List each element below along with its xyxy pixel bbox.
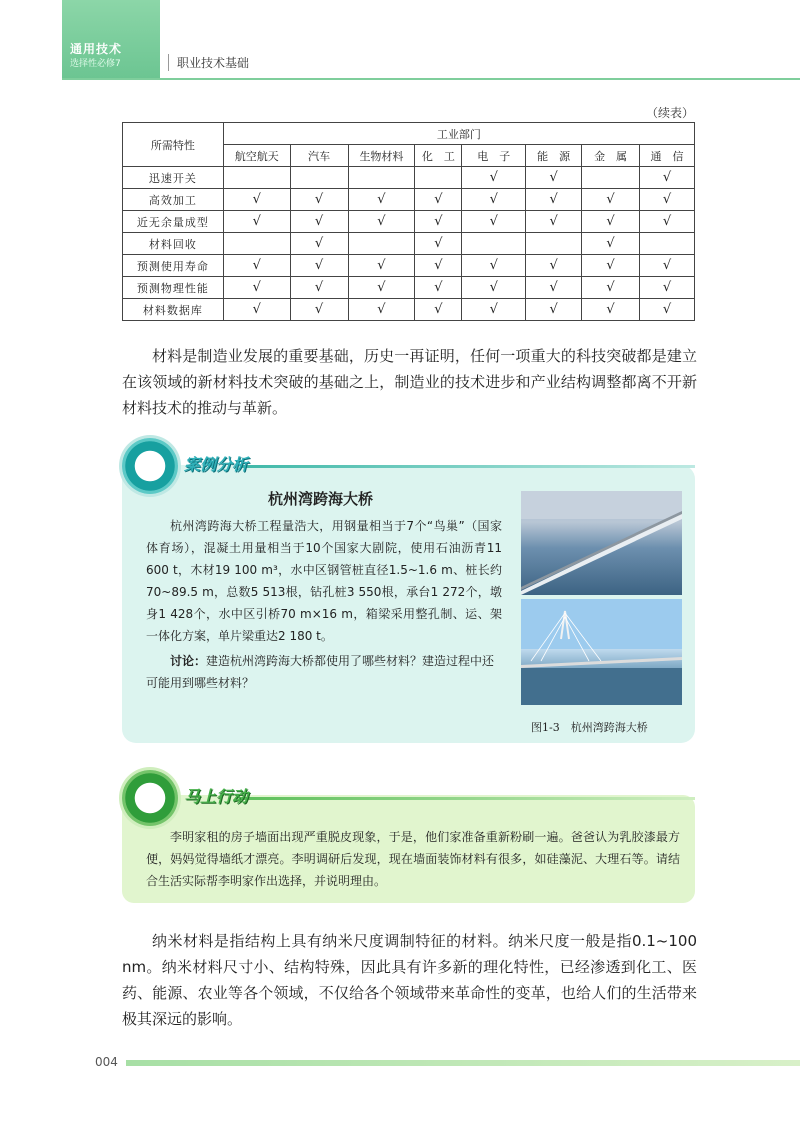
row-header: 材料数据库 <box>123 299 224 321</box>
continued-label: （续表） <box>645 106 694 120</box>
gear-hand-icon <box>122 770 178 826</box>
table-row <box>123 167 695 189</box>
table-cell <box>348 167 415 189</box>
table-cell: √ <box>582 233 640 255</box>
table-row <box>123 299 695 321</box>
table-cell: √ <box>290 233 348 255</box>
table-cell: √ <box>415 211 462 233</box>
bridge-photo-cable-stayed <box>521 599 682 705</box>
discussion-text: 建造杭州湾跨海大桥都使用了哪些材料？建造过程中还可能用到哪些材料？ <box>146 654 495 690</box>
table-cell: √ <box>640 189 695 211</box>
row-header: 迅速开关 <box>123 167 224 189</box>
row-header: 高效加工 <box>123 189 224 211</box>
table-row <box>123 233 695 255</box>
row-header: 预测物理性能 <box>123 277 224 299</box>
column-header: 生物材料 <box>348 145 415 167</box>
table-cell: √ <box>223 211 290 233</box>
table-cell: √ <box>462 167 526 189</box>
table-cell <box>223 233 290 255</box>
table-cell <box>526 233 582 255</box>
table-cell: √ <box>348 299 415 321</box>
table-cell: √ <box>582 299 640 321</box>
series-title: 通用技术 <box>70 42 123 56</box>
table-row <box>123 189 695 211</box>
table-cell <box>290 167 348 189</box>
table-cell: √ <box>415 277 462 299</box>
table-cell: √ <box>290 299 348 321</box>
industry-requirements-table <box>122 122 695 321</box>
table-cell: √ <box>526 211 582 233</box>
header-rule <box>62 78 800 80</box>
table-cell: √ <box>582 277 640 299</box>
table-cell: √ <box>526 167 582 189</box>
table-cell: √ <box>582 189 640 211</box>
table-cell: √ <box>415 189 462 211</box>
figure-caption: 图1-3 杭州湾跨海大桥 <box>531 721 648 734</box>
table-cell: √ <box>223 299 290 321</box>
table-cell: √ <box>223 277 290 299</box>
table-cell: √ <box>348 277 415 299</box>
table-cell: √ <box>290 189 348 211</box>
table-cell: √ <box>223 255 290 277</box>
table-cell: √ <box>348 211 415 233</box>
table-corner-header: 所需特性 <box>123 123 224 167</box>
table-row <box>123 211 695 233</box>
table-cell: √ <box>640 211 695 233</box>
table-cell <box>223 167 290 189</box>
table-group-header: 工业部门 <box>223 123 694 145</box>
table-cell: √ <box>640 255 695 277</box>
action-text: 李明家租的房子墙面出现严重脱皮现象，于是，他们家准备重新粉刷一遍。爸爸认为乳胶漆最方便，妈妈觉得墙纸才漂亮。李明调研后发现，现在墙面装饰材料有很多，如硅藻泥、大理石等。请结合生活实际帮李明家作出选择，并说明理由。 <box>146 830 680 888</box>
table-cell: √ <box>640 299 695 321</box>
table-cell: √ <box>462 277 526 299</box>
series-subtitle: 选择性必修7 <box>70 59 121 69</box>
case-banner-rule <box>240 465 695 468</box>
table-cell: √ <box>415 299 462 321</box>
table-cell: √ <box>640 167 695 189</box>
table-cell: √ <box>582 255 640 277</box>
row-header: 近无余量成型 <box>123 211 224 233</box>
case-discussion <box>146 650 502 694</box>
case-banner-label: 案例分析 <box>184 455 249 474</box>
case-text: 杭州湾跨海大桥工程量浩大，用钢量相当于7个“鸟巢”（国家体育场），混凝土用量相当于10个国家大剧院，使用石油沥青11 600 t，木材19 100 m³，水中区钢管桩直径1.5~1.6 m、桩长约70~89.5 m，总数5 513根，钻孔桩3 550根，承台1 272个，墩身1 428个，水中区引桥70 m×16 m，箱梁采用整孔制、运、架一体化方案，单片梁重达2 180 t。 <box>146 519 502 643</box>
paragraph-materials-importance: 材料是制造业发展的重要基础，历史一再证明，任何一项重大的科技突破都是建立在该领域的新材料技术突破的基础之上，制造业的技术进步和产业结构调整都离不开新材料技术的推动与革新。 <box>122 347 697 417</box>
table-cell: √ <box>290 255 348 277</box>
column-header: 航空航天 <box>223 145 290 167</box>
case-title: 杭州湾跨海大桥 <box>268 490 374 508</box>
table-cell <box>415 167 462 189</box>
table-cell: √ <box>526 299 582 321</box>
table-cell: √ <box>582 211 640 233</box>
column-header: 能 源 <box>526 145 582 167</box>
table-cell <box>348 233 415 255</box>
row-header: 预测使用寿命 <box>123 255 224 277</box>
table-cell: √ <box>348 189 415 211</box>
footer-bar <box>126 1060 800 1066</box>
row-header: 材料回收 <box>123 233 224 255</box>
column-header: 化 工 <box>415 145 462 167</box>
table-cell: √ <box>223 189 290 211</box>
table-cell: √ <box>462 211 526 233</box>
table-cell <box>462 233 526 255</box>
table-row <box>123 255 695 277</box>
table-cell <box>582 167 640 189</box>
table-cell: √ <box>462 299 526 321</box>
table-cell: √ <box>526 189 582 211</box>
column-header: 汽车 <box>290 145 348 167</box>
paragraph-nanomaterials: 纳米材料是指结构上具有纳米尺度调制特征的材料。纳米尺度一般是指0.1~100 nm。纳米材料尺寸小、结构特殊，因此具有许多新的理化特性，已经渗透到化工、医药、能源、农业等各个领域，不仅给各个领域带来革命性的变革，也给人们的生活带来极其深远的影响。 <box>122 932 697 1028</box>
bridge-photo-aerial <box>521 491 682 595</box>
table-cell: √ <box>526 277 582 299</box>
table-row <box>123 277 695 299</box>
table-cell: √ <box>462 189 526 211</box>
table-cell: √ <box>415 255 462 277</box>
table-cell: √ <box>348 255 415 277</box>
gear-badge-icon <box>122 438 178 494</box>
column-header: 电 子 <box>462 145 526 167</box>
table-cell: √ <box>290 211 348 233</box>
table-cell: √ <box>290 277 348 299</box>
page-number: 004 <box>95 1055 118 1069</box>
column-header: 通 信 <box>640 145 695 167</box>
action-banner-rule <box>240 797 695 800</box>
discussion-label: 讨论： <box>170 654 207 668</box>
action-banner-label: 马上行动 <box>184 787 249 806</box>
table-cell: √ <box>640 277 695 299</box>
table-cell: √ <box>526 255 582 277</box>
table-cell: √ <box>462 255 526 277</box>
column-header: 金 属 <box>582 145 640 167</box>
chapter-title: 职业技术基础 <box>168 54 249 71</box>
table-cell: √ <box>415 233 462 255</box>
table-cell <box>640 233 695 255</box>
